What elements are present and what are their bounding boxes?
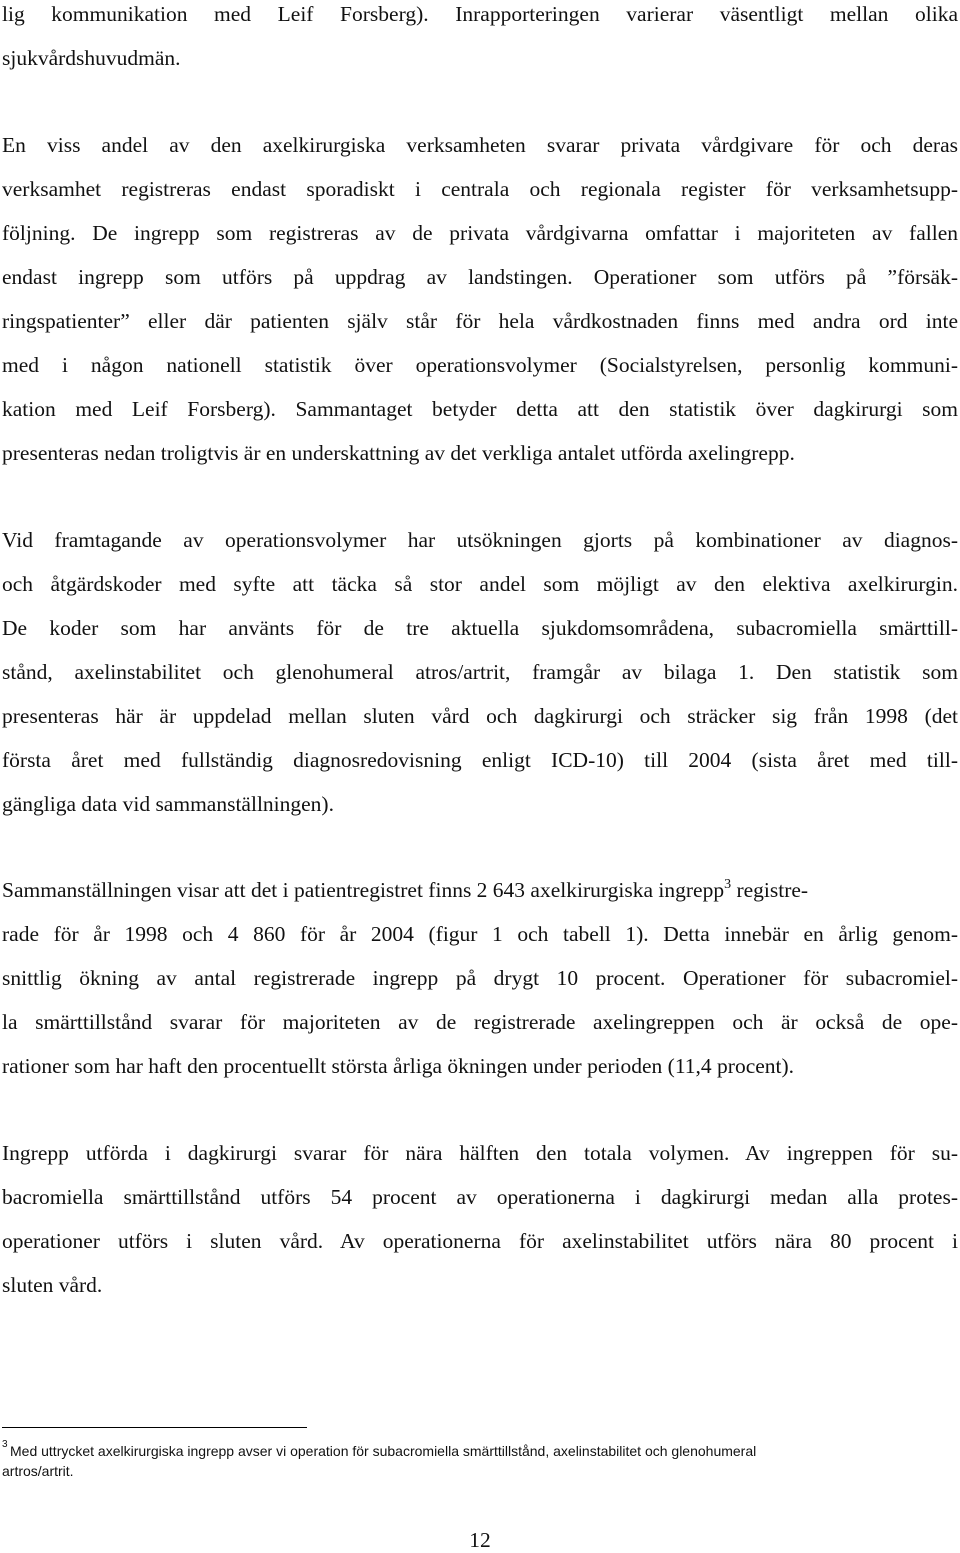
footnote-line-1: Med uttrycket axelkirurgiska ingrepp avser vi operation för subacromiella smärttillstånd, axelinstabilitet och glenohumeral <box>10 1443 757 1459</box>
paragraph-3-line-6: första året med fullständig diagnosredovisning enligt ICD-10) till 2004 (sista året med till- <box>2 748 958 772</box>
page-number: 12 <box>469 1528 491 1552</box>
footnote-line-2: artros/artrit. <box>2 1463 74 1479</box>
paragraph-3-line-2: och åtgärdskoder med syfte att täcka så stor andel som möjligt av den elektiva axelkirurgin. <box>2 572 958 596</box>
footnote-reference: 3 <box>724 877 732 892</box>
footnote-separator <box>2 1427 307 1428</box>
paragraph-3-line-5: presenteras här är uppdelad mellan sluten vård och dagkirurgi och sträcker sig från 1998 (det <box>2 704 958 728</box>
paragraph-2-line-7: kation med Leif Forsberg). Sammantaget betyder detta att den statistik över dagkirurgi som <box>2 397 958 421</box>
paragraph-2-line-4: endast ingrepp som utförs på uppdrag av landstingen. Operationer som utförs på ”försäk- <box>2 265 958 289</box>
paragraph-3-line-7: gängliga data vid sammanställningen). <box>2 792 334 816</box>
paragraph-5-line-3: operationer utförs i sluten vård. Av operationerna för axelinstabilitet utförs nära 80 procent i <box>2 1229 958 1253</box>
paragraph-4-line-5: rationer som har haft den procentuellt största årliga ökningen under perioden (11,4 procent). <box>2 1054 795 1078</box>
paragraph-5-line-1: Ingrepp utförda i dagkirurgi svarar för nära hälften den totala volymen. Av ingreppen för su- <box>2 1141 958 1165</box>
paragraph-1-line-1: lig kommunikation med Leif Forsberg). Inrapporteringen varierar väsentligt mellan olika <box>2 2 958 26</box>
paragraph-2-line-3: följning. De ingrepp som registreras av de privata vårdgivarna omfattar i majoriteten av fallen <box>2 221 958 245</box>
paragraph-3-line-1: Vid framtagande av operationsvolymer har utsökningen gjorts på kombinationer av diagnos- <box>2 528 958 552</box>
paragraph-4-line-3: snittlig ökning av antal registrerade ingrepp på drygt 10 procent. Operationer för subacromiel- <box>2 966 958 990</box>
paragraph-2-line-6: med i någon nationell statistik över operationsvolymer (Socialstyrelsen, personlig kommuni- <box>2 353 958 377</box>
paragraph-3-line-3: De koder som har använts för de tre aktuella sjukdomsområdena, subacromiella smärttill- <box>2 616 958 640</box>
paragraph-4-line-1-text: Sammanställningen visar att det i patientregistret finns 2 643 axelkirurgiska ingrepp <box>2 878 725 902</box>
paragraph-1-line-2: sjukvårdshuvudmän. <box>2 46 181 70</box>
paragraph-4-line-4: la smärttillstånd svarar för majoriteten av de registrerade axelingreppen och är också de ope- <box>2 1010 958 1034</box>
paragraph-2-line-1: En viss andel av den axelkirurgiska verksamheten svarar privata vårdgivare för och deras <box>2 133 958 157</box>
paragraph-4-line-1-tail: registre- <box>731 878 809 902</box>
paragraph-4-line-2: rade för år 1998 och 4 860 för år 2004 (figur 1 och tabell 1). Detta innebär en årlig genom- <box>2 922 958 946</box>
paragraph-4-line-1 <box>2 877 808 903</box>
footnote-number: 3 <box>2 1439 8 1450</box>
paragraph-2-line-2: verksamhet registreras endast sporadiskt i centrala och regionala register för verksamhetsupp- <box>2 177 958 201</box>
paragraph-5-line-4: sluten vård. <box>2 1273 103 1297</box>
paragraph-2-line-8: presenteras nedan troligtvis är en underskattning av det verkliga antalet utförda axelingrepp. <box>2 441 795 465</box>
paragraph-2-line-5: ringspatienter” eller där patienten själv står för hela vårdkostnaden finns med andra ord inte <box>2 309 958 333</box>
paragraph-5-line-2: bacromiella smärttillstånd utförs 54 procent av operationerna i dagkirurgi medan alla protes- <box>2 1185 958 1209</box>
paragraph-3-line-4: stånd, axelinstabilitet och glenohumeral atros/artrit, framgår av bilaga 1. Den statistik som <box>2 660 958 684</box>
